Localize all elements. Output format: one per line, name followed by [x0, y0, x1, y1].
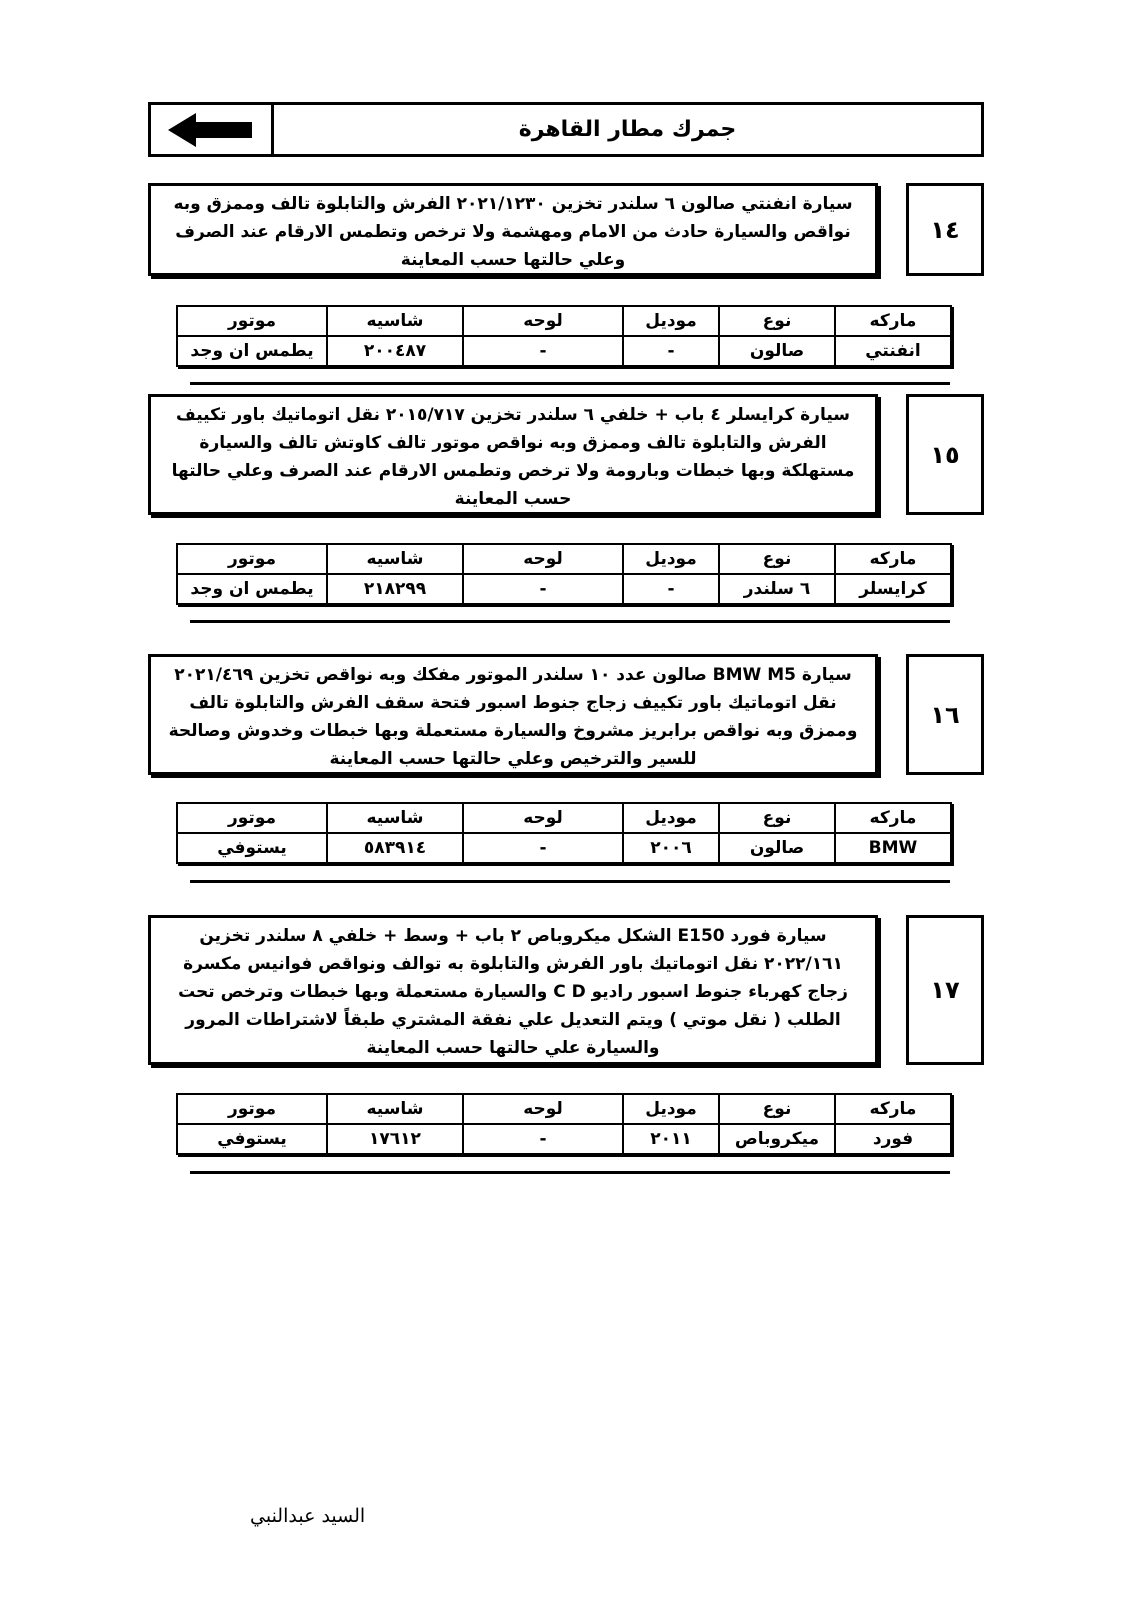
value-chassis: ١٧٦١٢	[327, 1124, 463, 1154]
item-description: سيارة BMW M5 صالون عدد ١٠ سلندر الموتور مفكك وبه نواقص تخزين ٢٠٢١/٤٦٩ نقل اتوماتيك باور تكييف زجاج جنوط اسبور فتحة سقف الفرش والتابلوة تالف وممزق وبه نواقص برابريز مشروخ والسيارة مستعملة وبها خبطات وخدوش وصالحة للسير والترخيص وعلي حالتها حسب المعاينة	[148, 654, 878, 775]
value-type: ميكروباص	[719, 1124, 835, 1154]
spec-value-row	[177, 336, 951, 366]
col-plate: لوحه	[463, 306, 623, 336]
spec-table	[176, 305, 952, 367]
col-brand: ماركه	[835, 1094, 951, 1124]
item-number: ١٤	[906, 183, 984, 276]
value-brand: انفنتي	[835, 336, 951, 366]
col-plate: لوحه	[463, 544, 623, 574]
value-engine: يطمس ان وجد	[177, 574, 327, 604]
col-model: موديل	[623, 803, 719, 833]
item-number: ١٧	[906, 915, 984, 1065]
col-brand: ماركه	[835, 544, 951, 574]
value-type: صالون	[719, 336, 835, 366]
spec-header-row	[177, 1094, 951, 1124]
value-brand: فورد	[835, 1124, 951, 1154]
col-chassis: شاسيه	[327, 803, 463, 833]
item-14	[148, 183, 984, 388]
signature: السيد عبدالنبي	[250, 1505, 366, 1527]
value-type: ٦ سلندر	[719, 574, 835, 604]
col-model: موديل	[623, 1094, 719, 1124]
col-engine: موتور	[177, 544, 327, 574]
spec-value-row	[177, 1124, 951, 1154]
col-type: نوع	[719, 306, 835, 336]
page-title: جمرك مطار القاهرة	[518, 117, 737, 142]
item-number: ١٦	[906, 654, 984, 775]
spec-value-row	[177, 833, 951, 863]
col-chassis: شاسيه	[327, 1094, 463, 1124]
value-chassis: ٢٠٠٤٨٧	[327, 336, 463, 366]
item-description: سيارة انفنتي صالون ٦ سلندر تخزين ٢٠٢١/١٢٣٠ الفرش والتابلوة تالف وممزق وبه نواقص والسيارة حادث من الامام ومهشمة ولا ترخص وتطمس الارقام عند الصرف وعلي حالتها حسب المعاينة	[148, 183, 878, 276]
value-type: صالون	[719, 833, 835, 863]
item-number: ١٥	[906, 394, 984, 515]
separator-line	[190, 880, 950, 883]
value-plate: -	[463, 833, 623, 863]
value-plate: -	[463, 1124, 623, 1154]
value-brand: كرايسلر	[835, 574, 951, 604]
value-engine: يستوفي	[177, 1124, 327, 1154]
page-header	[148, 102, 984, 157]
col-plate: لوحه	[463, 803, 623, 833]
col-brand: ماركه	[835, 306, 951, 336]
spec-value-row	[177, 574, 951, 604]
spec-table	[176, 543, 952, 605]
value-model: -	[623, 336, 719, 366]
value-model: ٢٠١١	[623, 1124, 719, 1154]
col-type: نوع	[719, 803, 835, 833]
col-engine: موتور	[177, 803, 327, 833]
spec-header-row	[177, 544, 951, 574]
spec-table	[176, 1093, 952, 1155]
col-chassis: شاسيه	[327, 544, 463, 574]
value-plate: -	[463, 574, 623, 604]
col-chassis: شاسيه	[327, 306, 463, 336]
value-brand: BMW	[835, 833, 951, 863]
spec-header-row	[177, 306, 951, 336]
value-engine: يطمس ان وجد	[177, 336, 327, 366]
col-type: نوع	[719, 1094, 835, 1124]
col-engine: موتور	[177, 306, 327, 336]
col-model: موديل	[623, 306, 719, 336]
value-plate: -	[463, 336, 623, 366]
separator-line	[190, 382, 950, 385]
col-model: موديل	[623, 544, 719, 574]
col-brand: ماركه	[835, 803, 951, 833]
item-description: سيارة كرايسلر ٤ باب + خلفي ٦ سلندر تخزين ٢٠١٥/٧١٧ نقل اتوماتيك باور تكييف الفرش والتابلوة تالف وممزق وبه نواقص موتور تالف كاوتش تالف والسيارة مستهلكة وبها خبطات وبارومة ولا ترخص وتطمس الارقام عند الصرف وعلي حالتها حسب المعاينة	[148, 394, 878, 515]
separator-line	[190, 1171, 950, 1174]
header-arrow-cell	[151, 105, 274, 154]
item-16	[148, 654, 984, 890]
col-type: نوع	[719, 544, 835, 574]
spec-header-row	[177, 803, 951, 833]
left-arrow-icon	[166, 110, 256, 150]
item-description: سيارة فورد E150 الشكل ميكروباص ٢ باب + وسط + خلفي ٨ سلندر تخزين ٢٠٢٢/١٦١ نقل اتوماتيك باور الفرش والتابلوة به توالف ونواقص فوانيس مكسرة زجاج كهرباء جنوط اسبور راديو C D والسيارة مستعملة وبها خبطات وترخص تحت الطلب ( نقل موتي ) ويتم التعديل علي نفقة المشتري طبقاً لاشتراطات المرور والسيارة علي حالتها حسب المعاينة	[148, 915, 878, 1065]
col-plate: لوحه	[463, 1094, 623, 1124]
col-engine: موتور	[177, 1094, 327, 1124]
spec-table	[176, 802, 952, 864]
value-engine: يستوفي	[177, 833, 327, 863]
value-chassis: ٢١٨٢٩٩	[327, 574, 463, 604]
separator-line	[190, 620, 950, 623]
value-model: -	[623, 574, 719, 604]
item-15	[148, 394, 984, 629]
value-chassis: ٥٨٣٩١٤	[327, 833, 463, 863]
value-model: ٢٠٠٦	[623, 833, 719, 863]
item-17	[148, 915, 984, 1185]
